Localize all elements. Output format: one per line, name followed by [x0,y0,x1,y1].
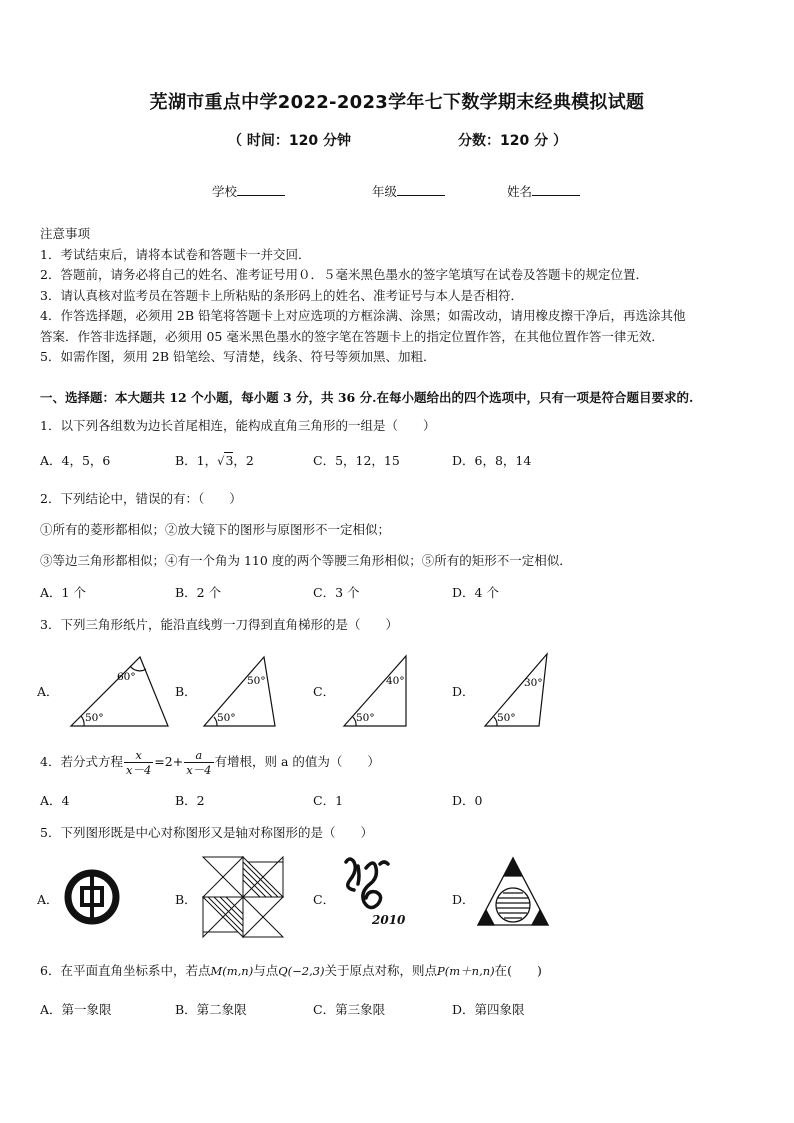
q1-option-d[interactable]: D．6，8，14 [452,453,532,468]
q4-mid: =2+ [154,754,184,769]
q6-stem-post: 在( ) [494,963,542,978]
pinwheel-icon [203,857,283,937]
q2-stem: 2．下列结论中，错误的有：（ ） [40,491,242,506]
q5-stem: 5．下列图形既是中心对称图形又是轴对称图形的是（ ） [40,825,373,840]
q4-f2-den: x－4 [186,763,212,777]
time-label: （ 时间：120 分钟 [228,133,351,149]
q6-option-d[interactable]: D．第四象限 [452,1002,525,1017]
q6-point-p: P(m＋n,n) [437,964,495,978]
exam-title: 芜湖市重点中学2022-2023学年七下数学期末经典模拟试题 [149,92,645,113]
note-item: 4．作答选择题，必须用 2B 铅笔将答题卡上对应选项的方框涂满、涂黑；如需改动，请用橡皮擦干净后，再选涂其他 [40,308,686,323]
note-item: 3．请认真核对监考员在答题卡上所粘贴的条形码上的姓名、准考证号与本人是否相符． [40,287,523,303]
q3-a-base-angle: 50° [85,712,104,724]
q6-mid2: 关于原点对称，则点 [324,963,438,978]
q1-option-a[interactable]: A．4，5，6 [40,453,111,468]
q3-b-top-angle: 50° [247,675,266,687]
q6-stem [40,961,542,979]
section-title: 一、选择题：本大题共 12 个小题，每小题 3 分，共 36 分.在每小题给出的四个选项中，只有一项是符合题目要求的. [40,390,694,405]
q1-b-radicand: 3 [225,453,234,468]
q1-b-text: B．1， [175,453,218,468]
q3-d-base-angle: 50° [497,712,516,724]
emblem-icon [346,859,388,908]
q1-option-c[interactable]: C．5，12，15 [313,453,400,468]
q2-option-a[interactable]: A．1 个 [40,585,86,600]
q4-stem-pre: 4．若分式方程 [40,754,123,769]
q1-option-b[interactable]: B．1，√3，2 [175,453,254,468]
q6-point-q: Q(−2,3) [278,964,325,978]
q1-b-text-end: ，2 [233,453,254,468]
grade-label: 年级 [372,184,398,199]
q4-option-d[interactable]: D．0 [452,793,483,808]
q3-option-b[interactable]: B． [175,684,197,699]
q3-option-a[interactable]: A． [37,684,59,699]
q6-stem-pre: 6．在平面直角坐标系中，若点 [40,963,211,978]
q6-option-c[interactable]: C．第三象限 [313,1002,386,1017]
q6-option-a[interactable]: A．第一象限 [40,1002,112,1017]
score-label: 分数：120 分 ） [458,133,567,149]
note-item: 答案．作答非选择题，必须用 05 毫米黑色墨水的签字笔在答题卡上的指定位置作答，在其他位置作答一律无效． [40,328,664,344]
q6-mid: 与点 [253,963,279,978]
q4-option-b[interactable]: B．2 [175,793,205,808]
q5-option-c[interactable]: C． [313,892,336,907]
q3-c-top-angle: 40° [386,675,405,687]
q6-option-b[interactable]: B．第二象限 [175,1002,247,1017]
q2-option-b[interactable]: B．2 个 [175,585,222,600]
q3-d-top-angle: 30° [524,677,543,689]
note-item: 5．如需作图，须用 2B 铅笔绘、写清楚，线条、符号等须加黑、加粗． [40,349,436,364]
school-label: 学校 [212,184,238,199]
triangle-circle-icon [478,858,548,925]
q4-stem-post: 有增根，则 a 的值为（ ） [214,754,380,769]
q5-option-a[interactable]: A． [37,892,59,907]
name-label: 姓名 [507,184,533,199]
bank-logo-icon [68,873,116,921]
q4-option-c[interactable]: C．1 [313,793,344,808]
q4-f1-num: x [124,748,153,763]
q3-a-top-angle: 60° [117,671,136,683]
note-item: 1．考试结束后，请将本试卷和答题卡一并交回． [40,246,311,262]
q3-option-c[interactable]: C． [313,684,336,699]
q1-stem: 1．以下列各组数为边长首尾相连，能构成直角三角形的一组是（ ） [40,418,436,433]
q3-stem: 3．下列三角形纸片，能沿直线剪一刀得到直角梯形的是（ ） [40,617,398,632]
q6-point-m: M(m,n) [210,964,254,978]
notes-heading: 注意事项 [40,226,91,241]
q2-option-c[interactable]: C．3 个 [313,585,360,600]
q3-c-base-angle: 50° [356,712,375,724]
q5-option-b[interactable]: B． [175,892,197,907]
q4-option-a[interactable]: A．4 [40,793,70,808]
q4-f1-den: x－4 [125,763,152,777]
q2-option-d[interactable]: D．4 个 [452,585,499,600]
q3-option-d[interactable]: D． [452,684,475,699]
q5-option-d[interactable]: D． [452,892,475,907]
q2-line2: ③等边三角形都相似；④有一个角为 110 度的两个等腰三角形相似；⑤所有的矩形不一定相似． [40,553,572,568]
emblem-text: 2010 [372,913,406,927]
q2-line1: ①所有的菱形都相似；②放大镜下的图形与原图形不一定相似； [40,522,391,537]
q4-f2-num: a [184,748,213,763]
q3-b-base-angle: 50° [217,712,236,724]
note-item: 2．答题前，请务必将自己的姓名、准考证号用０．５毫米黑色墨水的签字笔填写在试卷及答题卡的规定位置． [40,267,648,282]
